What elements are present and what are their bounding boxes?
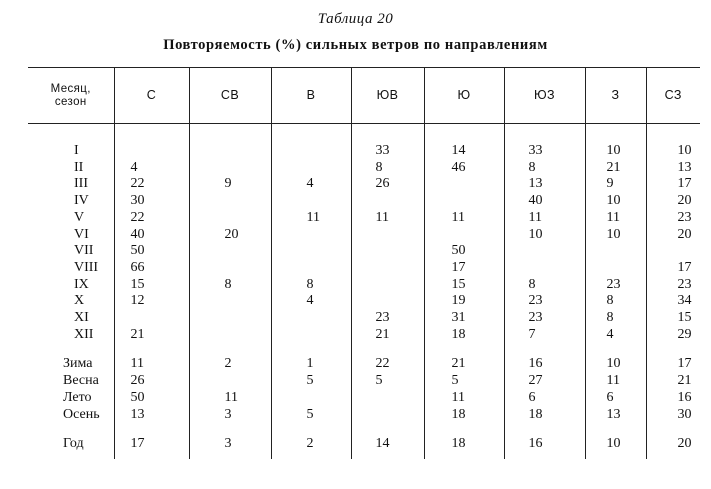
table-cell: 6 [504, 390, 585, 407]
header-season-label: сезон [54, 95, 87, 108]
row-label: VI [28, 227, 114, 244]
table-cell: 18 [424, 407, 504, 424]
table-cell: 10 [585, 356, 646, 373]
table-cell [351, 293, 424, 310]
table-cell: 40 [114, 227, 189, 244]
table-cell: 11 [114, 356, 189, 373]
spacer-cell [271, 343, 351, 356]
header-direction: З [585, 68, 646, 124]
table-cell: 11 [504, 210, 585, 227]
spacer-cell [351, 343, 424, 356]
table-cell: 17 [646, 356, 700, 373]
row-label: VII [28, 243, 114, 260]
table-cell [271, 243, 351, 260]
spacer-cell [424, 423, 504, 436]
table-cell: 50 [114, 390, 189, 407]
table-cell [189, 327, 271, 344]
table-cell: 21 [646, 373, 700, 390]
header-month-season [28, 68, 114, 124]
row-label: Весна [28, 373, 114, 390]
spacer-row [28, 343, 700, 356]
row-label: XII [28, 327, 114, 344]
table-cell: 8 [504, 277, 585, 294]
table-cell [189, 243, 271, 260]
table-cell: 15 [114, 277, 189, 294]
table-row [28, 193, 700, 210]
spacer-cell [424, 343, 504, 356]
table-cell: 29 [646, 327, 700, 344]
table-row [28, 176, 700, 193]
table-cell [646, 243, 700, 260]
spacer-cell [189, 423, 271, 436]
table-cell: 20 [189, 227, 271, 244]
table-cell: 21 [424, 356, 504, 373]
table-cell [189, 124, 271, 160]
row-label: Лето [28, 390, 114, 407]
row-label: Осень [28, 407, 114, 424]
table-cell [504, 260, 585, 277]
row-label: Зима [28, 356, 114, 373]
table-cell: 21 [114, 327, 189, 344]
table-cell [189, 293, 271, 310]
table-cell: 9 [189, 176, 271, 193]
table-cell: 26 [114, 373, 189, 390]
table-cell [351, 193, 424, 210]
table-cell: 27 [504, 373, 585, 390]
table-cell: 33 [351, 124, 424, 160]
table-cell: 23 [646, 210, 700, 227]
table-cell: 15 [424, 277, 504, 294]
table-row [28, 373, 700, 390]
table-cell: 23 [585, 277, 646, 294]
row-label: Год [28, 436, 114, 459]
table-cell: 5 [271, 373, 351, 390]
table-cell: 46 [424, 160, 504, 177]
table-cell: 2 [271, 436, 351, 459]
table-cell: 10 [585, 227, 646, 244]
table-cell: 13 [646, 160, 700, 177]
table-cell [114, 124, 189, 160]
table-cell: 23 [504, 293, 585, 310]
spacer-cell [28, 423, 114, 436]
header-direction: СЗ [646, 68, 700, 124]
table-cell: 66 [114, 260, 189, 277]
table-cell [424, 227, 504, 244]
spacer-cell [646, 423, 700, 436]
table-cell: 14 [424, 124, 504, 160]
table-cell [271, 327, 351, 344]
table-cell: 4 [271, 293, 351, 310]
table-cell: 2 [189, 356, 271, 373]
header-direction: СВ [189, 68, 271, 124]
table-cell: 40 [504, 193, 585, 210]
table-cell [351, 227, 424, 244]
table-row [28, 160, 700, 177]
table-cell [351, 243, 424, 260]
spacer-cell [114, 423, 189, 436]
table-cell: 15 [646, 310, 700, 327]
table-row [28, 390, 700, 407]
table-cell [271, 160, 351, 177]
table-cell: 8 [351, 160, 424, 177]
table-row [28, 407, 700, 424]
spacer-cell [28, 343, 114, 356]
table-cell [504, 243, 585, 260]
table-body [28, 124, 700, 459]
table-cell: 50 [114, 243, 189, 260]
table-row [28, 310, 700, 327]
table-row [28, 124, 700, 160]
table-cell: 13 [585, 407, 646, 424]
header-direction: ЮВ [351, 68, 424, 124]
table-cell: 6 [585, 390, 646, 407]
spacer-row [28, 423, 700, 436]
table-cell [189, 373, 271, 390]
table-row [28, 227, 700, 244]
table-cell: 11 [424, 390, 504, 407]
header-direction: Ю [424, 68, 504, 124]
table-cell: 14 [351, 436, 424, 459]
row-label: VIII [28, 260, 114, 277]
table-cell: 5 [424, 373, 504, 390]
header-direction: ЮЗ [504, 68, 585, 124]
table-cell: 17 [646, 260, 700, 277]
table-cell: 8 [504, 160, 585, 177]
table-cell: 50 [424, 243, 504, 260]
table-cell: 4 [271, 176, 351, 193]
table-cell [424, 193, 504, 210]
table-cell: 11 [424, 210, 504, 227]
table-cell [271, 227, 351, 244]
table-cell: 16 [504, 436, 585, 459]
spacer-cell [504, 423, 585, 436]
table-row [28, 277, 700, 294]
table-cell: 31 [424, 310, 504, 327]
table-cell: 17 [114, 436, 189, 459]
table-cell: 10 [585, 124, 646, 160]
row-label: I [28, 124, 114, 160]
table-cell: 8 [585, 310, 646, 327]
table-cell: 11 [271, 210, 351, 227]
table-row [28, 293, 700, 310]
table-cell: 21 [351, 327, 424, 344]
table-cell: 23 [646, 277, 700, 294]
table-cell: 30 [646, 407, 700, 424]
table-cell [271, 310, 351, 327]
spacer-cell [114, 343, 189, 356]
spacer-cell [585, 343, 646, 356]
table-cell [189, 193, 271, 210]
table-cell: 17 [424, 260, 504, 277]
table-cell [189, 210, 271, 227]
row-label: III [28, 176, 114, 193]
table-cell: 16 [504, 356, 585, 373]
table-cell: 22 [351, 356, 424, 373]
table-cell: 33 [504, 124, 585, 160]
table-cell: 13 [504, 176, 585, 193]
spacer-cell [351, 423, 424, 436]
table-cell: 10 [585, 193, 646, 210]
table-cell: 7 [504, 327, 585, 344]
header-direction: В [271, 68, 351, 124]
table-row [28, 436, 700, 459]
table-cell: 11 [585, 210, 646, 227]
table-cell [585, 243, 646, 260]
header-row [28, 68, 700, 124]
table-cell: 20 [646, 436, 700, 459]
table-cell: 11 [585, 373, 646, 390]
table-row [28, 210, 700, 227]
table-cell: 10 [504, 227, 585, 244]
table-cell: 11 [351, 210, 424, 227]
table-cell: 17 [646, 176, 700, 193]
table-cell: 18 [424, 436, 504, 459]
table-cell: 34 [646, 293, 700, 310]
table-cell: 1 [271, 356, 351, 373]
table-row [28, 260, 700, 277]
table-cell: 23 [504, 310, 585, 327]
table-cell [351, 390, 424, 407]
table-cell: 20 [646, 227, 700, 244]
row-label: XI [28, 310, 114, 327]
table-cell [351, 260, 424, 277]
row-label: IV [28, 193, 114, 210]
table-cell: 18 [424, 327, 504, 344]
table-title: Повторяемость (%) сильных ветров по направлениям [163, 37, 548, 53]
table-cell: 4 [585, 327, 646, 344]
table-cell: 26 [351, 176, 424, 193]
table-cell [189, 260, 271, 277]
table-cell [114, 310, 189, 327]
table-cell: 16 [646, 390, 700, 407]
table-cell [271, 260, 351, 277]
wind-frequency-table [28, 67, 700, 459]
table-cell: 30 [114, 193, 189, 210]
table-cell: 3 [189, 407, 271, 424]
table-row [28, 356, 700, 373]
row-label: II [28, 160, 114, 177]
table-cell: 21 [585, 160, 646, 177]
table-cell: 10 [646, 124, 700, 160]
row-label: X [28, 293, 114, 310]
table-cell: 18 [504, 407, 585, 424]
table-cell: 5 [351, 373, 424, 390]
table-cell [424, 176, 504, 193]
table-cell: 11 [189, 390, 271, 407]
table-row [28, 327, 700, 344]
table-cell: 9 [585, 176, 646, 193]
spacer-cell [271, 423, 351, 436]
header-month-label: Месяц, [50, 82, 91, 95]
table-cell [351, 407, 424, 424]
table-cell: 8 [271, 277, 351, 294]
spacer-cell [189, 343, 271, 356]
table-cell [271, 124, 351, 160]
table-cell: 13 [114, 407, 189, 424]
table-cell: 8 [189, 277, 271, 294]
table-cell: 22 [114, 210, 189, 227]
spacer-cell [585, 423, 646, 436]
table-cell: 4 [114, 160, 189, 177]
table-cell: 23 [351, 310, 424, 327]
table-cell: 20 [646, 193, 700, 210]
spacer-cell [504, 343, 585, 356]
table-cell [189, 310, 271, 327]
header-direction: С [114, 68, 189, 124]
table-cell [189, 160, 271, 177]
table-cell [585, 260, 646, 277]
table-cell [351, 277, 424, 294]
table-cell [271, 390, 351, 407]
table-caption: Таблица 20 [317, 11, 394, 27]
table-cell [271, 193, 351, 210]
table-cell: 3 [189, 436, 271, 459]
table-cell: 22 [114, 176, 189, 193]
table-cell: 5 [271, 407, 351, 424]
table-cell: 10 [585, 436, 646, 459]
table-cell: 19 [424, 293, 504, 310]
table-cell: 8 [585, 293, 646, 310]
spacer-cell [646, 343, 700, 356]
table-cell: 12 [114, 293, 189, 310]
table-row [28, 243, 700, 260]
row-label: V [28, 210, 114, 227]
row-label: IX [28, 277, 114, 294]
